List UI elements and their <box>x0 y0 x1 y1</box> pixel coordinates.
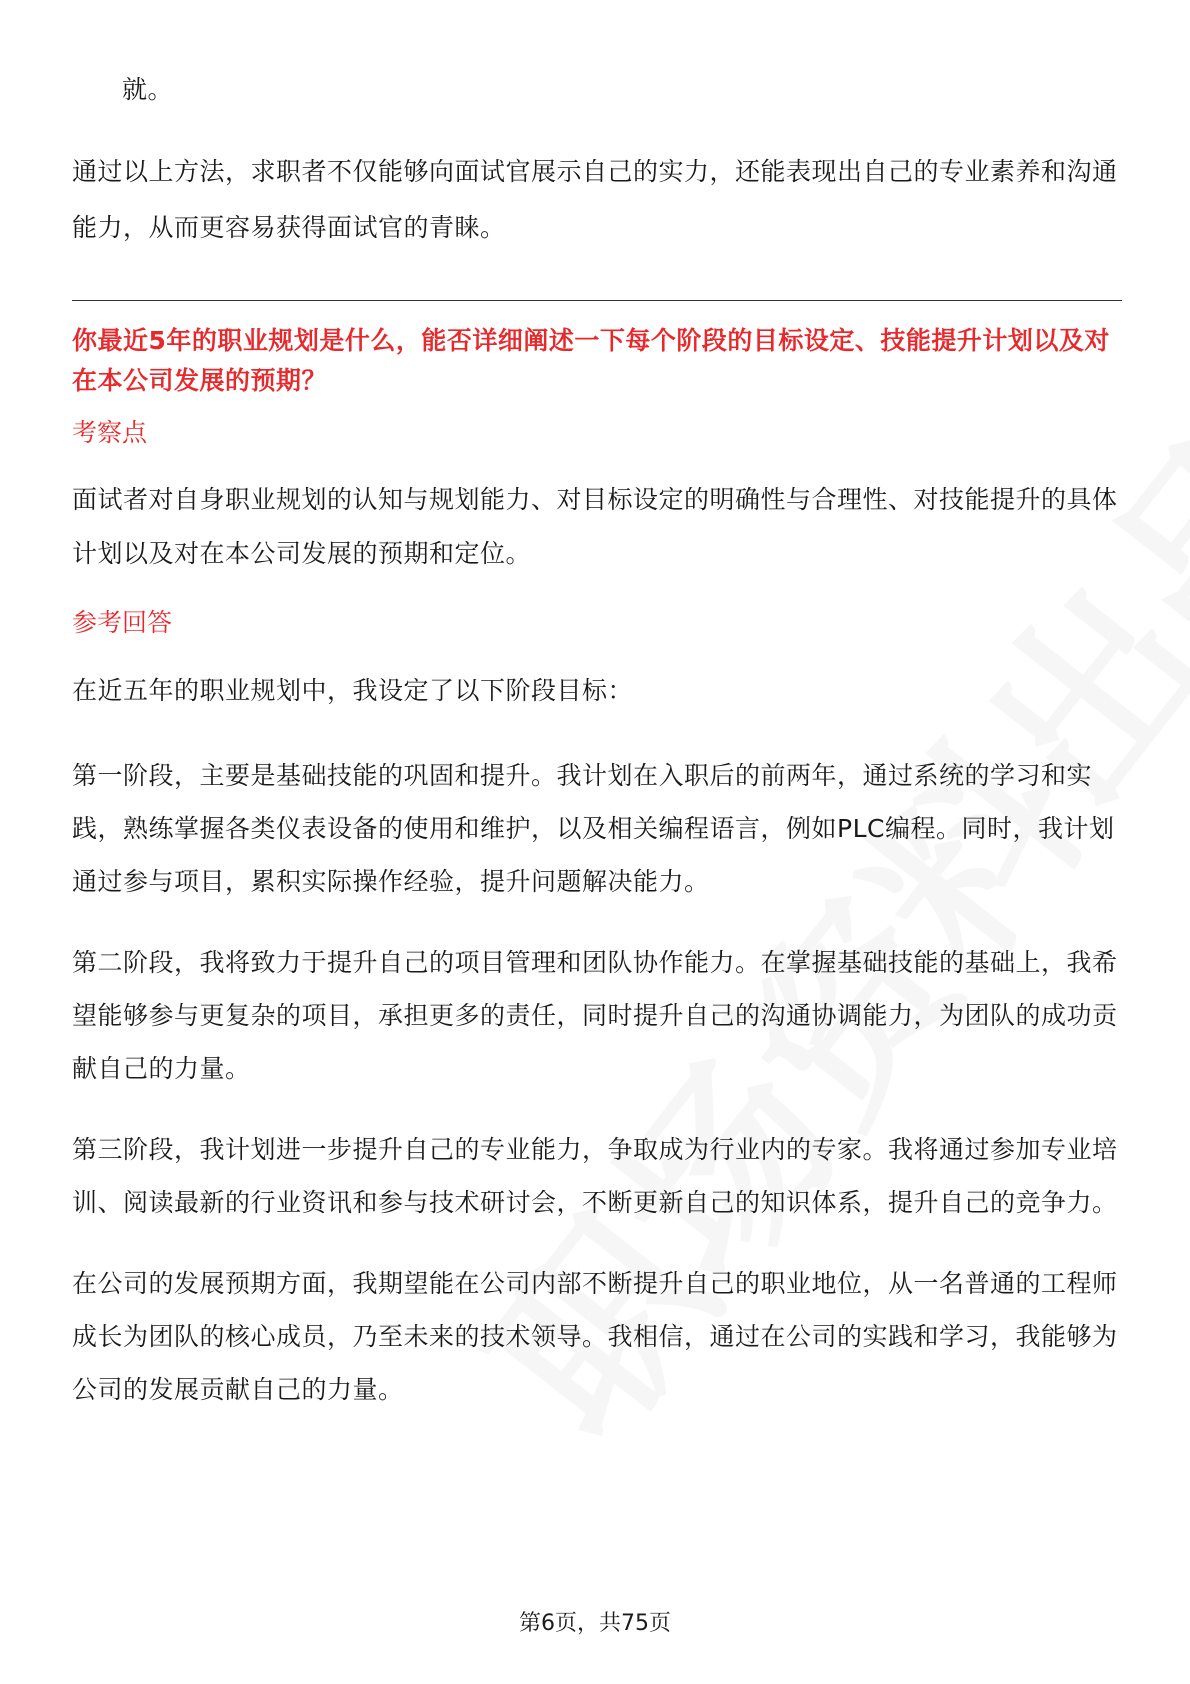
page-number: 第6页，共75页 <box>519 1611 671 1636</box>
page-content <box>72 70 1122 1416</box>
answer-company-expectation: 在公司的发展预期方面，我期望能在公司内部不断提升自己的职业地位，从一名普通的工程师成长为团队的核心成员，乃至未来的技术领导。我相信，通过在公司的实践和学习，我能够为公司的发展贡献自己的力量。 <box>72 1269 1118 1404</box>
answer-stage-2: 第二阶段，我将致力于提升自己的项目管理和团队协作能力。在掌握基础技能的基础上，我希望能够参与更复杂的项目，承担更多的责任，同时提升自己的沟通协调能力，为团队的成功贡献自己的力量。 <box>72 948 1118 1083</box>
previous-answer-tail: 就。 <box>122 75 174 104</box>
focus-heading: 考察点 <box>72 418 148 447</box>
answer-intro: 在近五年的职业规划中，我设定了以下阶段目标： <box>72 676 634 705</box>
answer-stage-3: 第三阶段，我计划进一步提升自己的专业能力，争取成为行业内的专家。我将通过参加专业培训、阅读最新的行业资讯和参与技术研讨会，不断更新自己的知识体系，提升自己的竞争力。 <box>72 1135 1118 1217</box>
previous-answer-summary: 通过以上方法，求职者不仅能够向面试官展示自己的实力，还能表现出自己的专业素养和沟通能力，从而更容易获得面试官的青睐。 <box>72 157 1118 242</box>
section-divider <box>72 300 1122 301</box>
question-title: 你最近5年的职业规划是什么，能否详细阐述一下每个阶段的目标设定、技能提升计划以及对在本公司发展的预期？ <box>72 326 1110 395</box>
answer-heading: 参考回答 <box>72 608 173 637</box>
focus-text: 面试者对自身职业规划的认知与规划能力、对目标设定的明确性与合理性、对技能提升的具体计划以及对在本公司发展的预期和定位。 <box>72 485 1118 568</box>
answer-stage-1: 第一阶段，主要是基础技能的巩固和提升。我计划在入职后的前两年，通过系统的学习和实践，熟练掌握各类仪表设备的使用和维护，以及相关编程语言，例如PLC编程。同时，我计划通过参与项目，累积实际操作经验，提升问题解决能力。 <box>72 761 1115 896</box>
